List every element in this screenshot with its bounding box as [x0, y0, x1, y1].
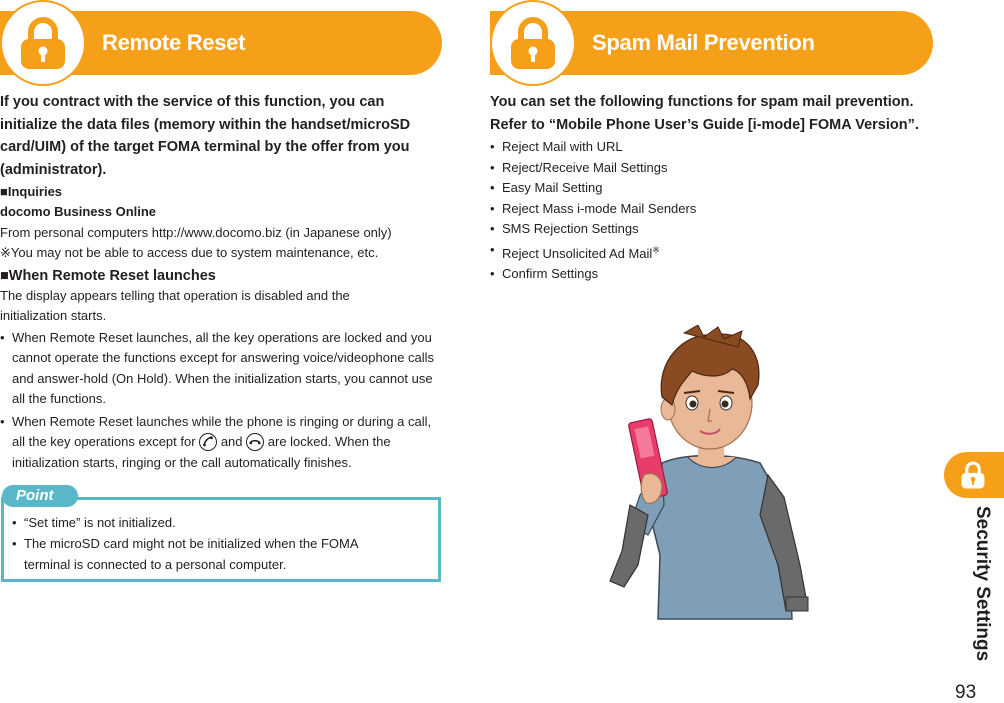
- bullet-mark: •: [490, 241, 495, 257]
- section-side-label: [971, 506, 993, 682]
- launch-heading: ■When Remote Reset launches: [0, 267, 216, 284]
- remote-reset-title: Remote Reset: [102, 30, 246, 55]
- bullet-mark: •: [490, 221, 495, 236]
- point-badge: Point: [2, 485, 78, 507]
- list-item: [490, 178, 940, 199]
- launch-text: The display appears telling that operation is disabled and the initialization starts.: [0, 287, 350, 323]
- point-item-2-text: The microSD card might not be initialized when the FOMA terminal is connected to a personal computer.: [24, 536, 358, 572]
- bullet-mark: •: [490, 200, 495, 216]
- bullet-2-text-a: When Remote Reset launches while the phone is ringing or during a call, all the key operations except for: [12, 413, 432, 449]
- bullet-mark: •: [0, 413, 5, 429]
- lock-icon: [508, 15, 558, 71]
- end-key-icon: [246, 433, 264, 451]
- lock-icon: [18, 15, 68, 71]
- section-side-label-text: Security Settings: [972, 506, 993, 662]
- bullet-mark: •: [0, 329, 5, 345]
- spam-intro-1: You can set the following functions for spam mail prevention.: [490, 94, 914, 110]
- list-item: [490, 199, 940, 220]
- note-mark: ※: [652, 244, 660, 255]
- point-item-1: [12, 512, 432, 533]
- list-item: [490, 219, 940, 240]
- inquiries-line: From personal computers http://www.docomo.biz (in Japanese only): [0, 224, 392, 240]
- section-side-tab: [944, 452, 1004, 498]
- list-item: [490, 240, 940, 265]
- list-item-text: SMS Rejection Settings: [502, 221, 639, 236]
- remote-reset-intro: If you contract with the service of this function, you can initialize the data files (memory within the handset/microSD card/UIM) of the target FOMA terminal by the offer from you (administrator).: [0, 94, 411, 178]
- bullet-2-and: and: [220, 434, 243, 449]
- point-item-2: [12, 533, 404, 575]
- spam-function-list: [490, 137, 940, 285]
- lock-badge-right: [490, 0, 576, 86]
- remote-reset-body: [0, 91, 442, 473]
- bullet-mark: •: [12, 515, 17, 530]
- bullet-mark: •: [490, 266, 495, 281]
- bullet-mark: •: [490, 159, 495, 175]
- point-item-1-text: “Set time” is not initialized.: [24, 515, 176, 530]
- launch-bullet-2: [0, 412, 437, 474]
- list-item-text: Reject Mass i-mode Mail Senders: [502, 200, 697, 216]
- list-item: [490, 137, 940, 158]
- bullet-mark: •: [490, 180, 495, 195]
- page-number: 93: [955, 682, 977, 703]
- list-item-text: Confirm Settings: [502, 266, 599, 281]
- bullet-1-text: When Remote Reset launches, all the key operations are locked and you cannot operate the functions except for answering voice/videophone calls and answer-hold (On Hold). When the initialization starts, you cannot use all the functions.: [12, 329, 435, 406]
- call-key-icon: [199, 433, 217, 451]
- list-item: [490, 158, 940, 179]
- spam-mail-body: [490, 91, 940, 285]
- list-item-text: Reject/Receive Mail Settings: [502, 159, 668, 175]
- spam-intro-2: Refer to “Mobile Phone User’s Guide [i-mode] FOMA Version”.: [490, 116, 919, 133]
- bullet-mark: •: [490, 139, 495, 154]
- list-item-text: Reject Mail with URL: [502, 139, 623, 154]
- spam-mail-title: Spam Mail Prevention: [592, 30, 815, 55]
- bullet-2-text-b: are locked. When the initialization starts, ringing or the call automatically finishes.: [12, 434, 391, 470]
- inquiries-org: docomo Business Online: [0, 204, 157, 219]
- lock-icon: [960, 460, 986, 490]
- lock-badge-left: [0, 0, 86, 86]
- bullet-mark: •: [12, 536, 17, 551]
- point-list: [12, 512, 432, 575]
- list-item-text: Reject Unsolicited Ad Mail: [502, 245, 653, 261]
- list-item: [490, 264, 940, 285]
- list-item-text: Easy Mail Setting: [502, 180, 603, 195]
- inquiries-heading: ■Inquiries: [0, 184, 63, 199]
- person-with-phone-illustration: [600, 325, 815, 621]
- inquiries-note: ※You may not be able to access due to system maintenance, etc.: [0, 245, 379, 260]
- launch-bullet-1: [0, 328, 437, 410]
